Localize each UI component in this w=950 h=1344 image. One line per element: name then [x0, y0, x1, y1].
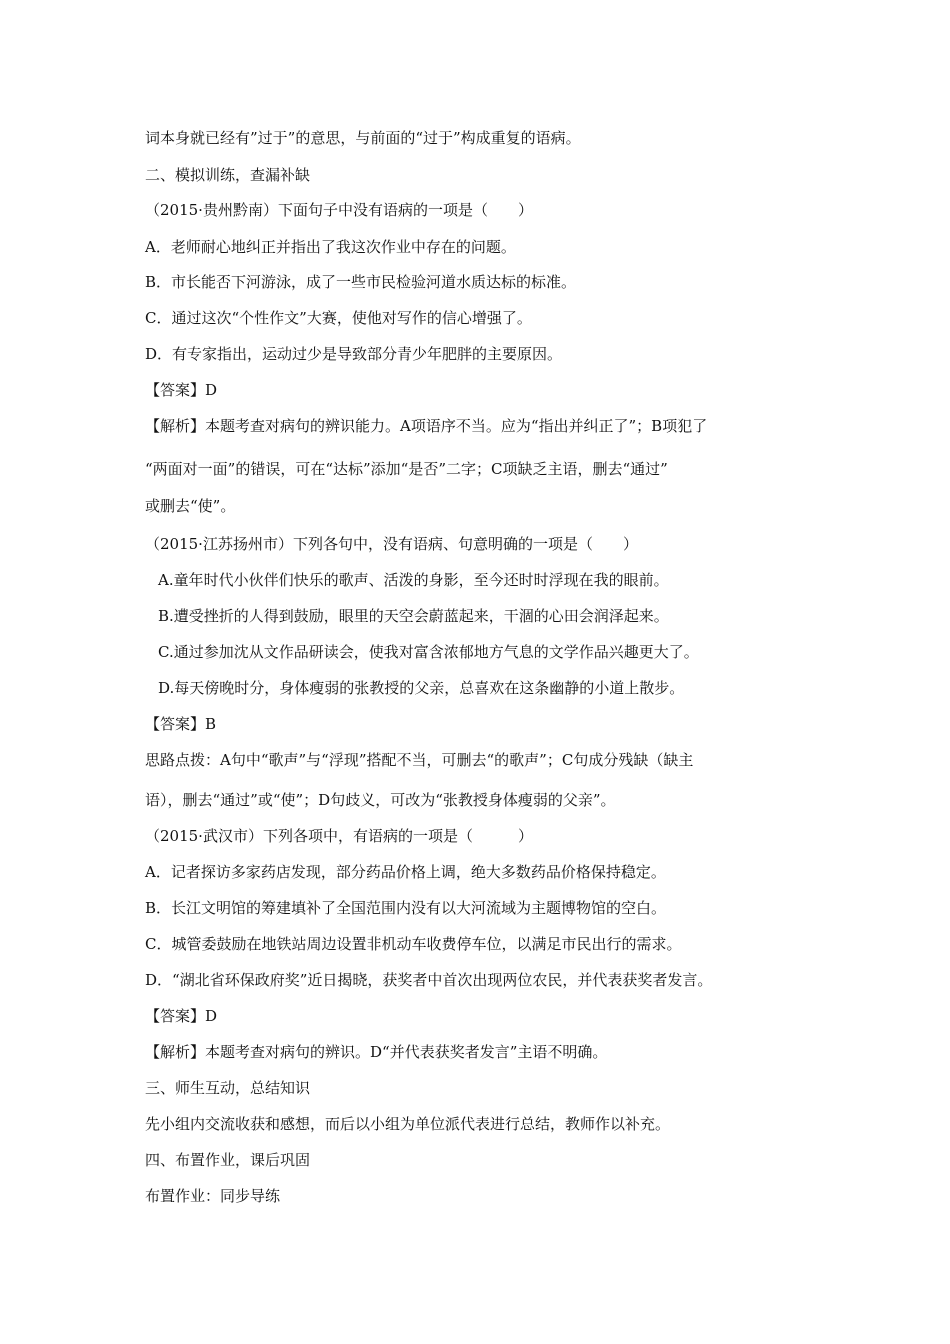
- question-2-answer: 【答案】B: [145, 715, 217, 733]
- question-3-stem: （2015·武汉市）下列各项中，有语病的一项是（ ）: [145, 827, 533, 845]
- text-line-1: 词本身就已经有”过于”的意思，与前面的“过于”构成重复的语病。: [145, 129, 581, 147]
- section-three-body: 先小组内交流收获和感想，而后以小组为单位派代表进行总结，教师作以补充。: [145, 1115, 671, 1133]
- question-1-option-a: A．老师耐心地纠正并指出了我这次作业中存在的问题。: [145, 238, 516, 256]
- question-2-stem: （2015·江苏扬州市）下列各句中，没有语病、句意明确的一项是（ ）: [145, 535, 638, 553]
- question-2-hint-line-2: 语），删去“通过”或“使”；D句歧义，可改为“张教授身体瘦弱的父亲”。: [145, 791, 616, 809]
- question-2-option-d: D.每天傍晚时分，身体瘦弱的张教授的父亲，总喜欢在这条幽静的小道上散步。: [158, 679, 685, 697]
- question-2-option-a: A.童年时代小伙伴们快乐的歌声、活泼的身影，至今还时时浮现在我的眼前。: [158, 571, 669, 589]
- question-1-answer: 【答案】D: [145, 381, 218, 399]
- question-3-option-c: C．城管委鼓励在地铁站周边设置非机动车收费停车位，以满足市民出行的需求。: [145, 935, 682, 953]
- question-3-option-b: B．长江文明馆的筹建填补了全国范围内没有以大河流域为主题博物馆的空白。: [145, 899, 667, 917]
- question-2-option-b: B.遭受挫折的人得到鼓励，眼里的天空会蔚蓝起来，干涸的心田会润泽起来。: [158, 607, 669, 625]
- question-2-hint-line-1: 思路点拨：A句中“歌声”与“浮现”搭配不当，可删去“的歌声”；C句成分残缺（缺主: [145, 751, 694, 769]
- question-3-option-d: D．“湖北省环保政府奖”近日揭晓，获奖者中首次出现两位农民，并代表获奖者发言。: [145, 971, 713, 989]
- question-1-stem: （2015·贵州黔南）下面句子中没有语病的一项是（ ）: [145, 201, 533, 219]
- question-2-option-c: C.通过参加沈从文作品研读会，使我对富含浓郁地方气息的文学作品兴趣更大了。: [158, 643, 699, 661]
- section-four-body: 布置作业：同步导练: [145, 1187, 281, 1205]
- question-3-option-a: A．记者探访多家药店发现，部分药品价格上调，绝大多数药品价格保持稳定。: [145, 863, 666, 881]
- question-1-analysis-line-3: 或删去“使”。: [145, 497, 236, 515]
- question-1-option-d: D．有专家指出，运动过少是导致部分青少年肥胖的主要原因。: [145, 345, 563, 363]
- question-1-analysis-line-1: 【解析】本题考查对病句的辨识能力。A项语序不当。应为“指出并纠正了”；B项犯了: [145, 417, 708, 435]
- question-3-answer: 【答案】D: [145, 1007, 218, 1025]
- question-1-analysis-line-2: “两面对一面”的错误，可在“达标”添加“是否”二字；C项缺乏主语，删去“通过”: [145, 460, 668, 478]
- section-heading-two: 二、模拟训练，查漏补缺: [145, 166, 311, 184]
- question-3-analysis: 【解析】本题考查对病句的辨识。D“并代表获奖者发言”主语不明确。: [145, 1043, 608, 1061]
- question-1-option-c: C．通过这次“个性作文”大赛，使他对写作的信心增强了。: [145, 309, 532, 327]
- question-1-option-b: B．市长能否下河游泳，成了一些市民检验河道水质达标的标准。: [145, 273, 577, 291]
- section-heading-three: 三、师生互动，总结知识: [145, 1079, 311, 1097]
- section-heading-four: 四、布置作业，课后巩固: [145, 1151, 311, 1169]
